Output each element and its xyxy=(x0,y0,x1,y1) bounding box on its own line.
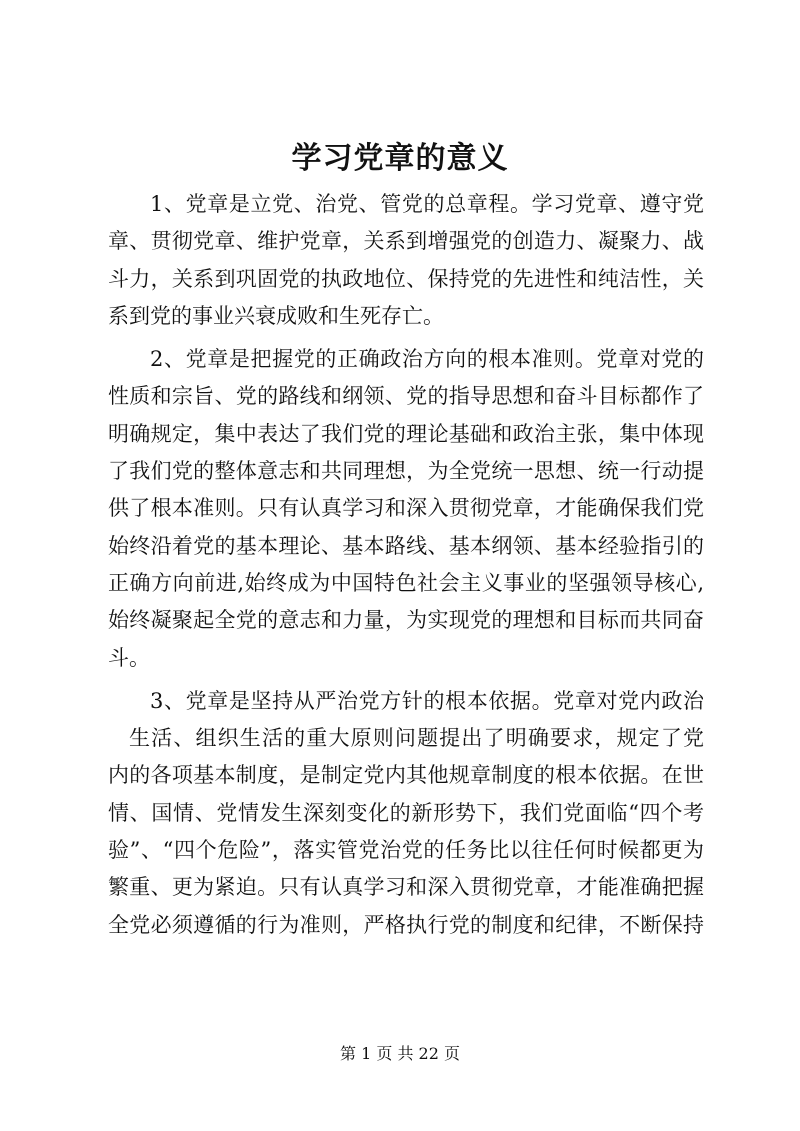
text-line: 系到党的事业兴衰成败和生死存亡。 xyxy=(108,303,444,328)
text-line: 始终沿着党的基本理论、基本路线、基本纲领、基本经验指引的 xyxy=(108,533,704,558)
text-line: 3、党章是坚持从严治党方针的根本依据。党章对党内政治 xyxy=(150,688,704,713)
paragraph-2 xyxy=(108,341,704,677)
text-line: 了我们党的整体意志和共同理想，为全党统一思想、统一行动提 xyxy=(108,459,704,484)
text-line: 繁重、更为紧迫。只有认真学习和深入贯彻党章，才能准确把握 xyxy=(108,875,704,900)
text-line: 斗。 xyxy=(108,645,150,670)
text-line: 始终凝聚起全党的意志和力量，为实现党的理想和目标而共同奋 xyxy=(108,608,704,633)
text-line: 章、贯彻党章、维护党章，关系到增强党的创造力、凝聚力、战 xyxy=(108,229,704,254)
text-line: 性质和宗旨、党的路线和纲领、党的指导思想和奋斗目标都作了 xyxy=(108,384,704,409)
text-line: 内的各项基本制度，是制定党内其他规章制度的根本依据。在世 xyxy=(108,763,704,788)
page-number: 第 1 页 共 22 页 xyxy=(340,1044,460,1063)
paragraph-1 xyxy=(108,186,704,335)
text-line: 验”、“四个危险”，落实管党治党的任务比以往任何时候都更为 xyxy=(108,838,704,863)
document-body xyxy=(108,186,704,944)
text-line: 供了根本准则。只有认真学习和深入贯彻党章，才能确保我们党 xyxy=(108,496,704,521)
text-line: 正确方向前进,始终成为中国特色社会主义事业的坚强领导核心, xyxy=(108,570,704,595)
text-line: 1、党章是立党、治党、管党的总章程。学习党章、遵守党 xyxy=(150,192,704,216)
text-line: 情、国情、党情发生深刻变化的新形势下，我们党面临“四个考 xyxy=(108,800,704,825)
text-line: 生活、组织生活的重大原则问题提出了明确要求，规定了党 xyxy=(129,726,704,751)
text-line: 斗力，关系到巩固党的执政地位、保持党的先进性和纯洁性，关 xyxy=(108,266,704,291)
document-title: 学习党章的意义 xyxy=(291,141,509,176)
paragraph-3 xyxy=(108,683,704,944)
text-line: 2、党章是把握党的正确政治方向的根本准则。党章对党的 xyxy=(150,347,704,372)
text-line: 全党必须遵循的行为准则，严格执行党的制度和纪律，不断保持 xyxy=(108,912,704,937)
text-line: 明确规定，集中表达了我们党的理论基础和政治主张，集中体现 xyxy=(108,421,704,446)
